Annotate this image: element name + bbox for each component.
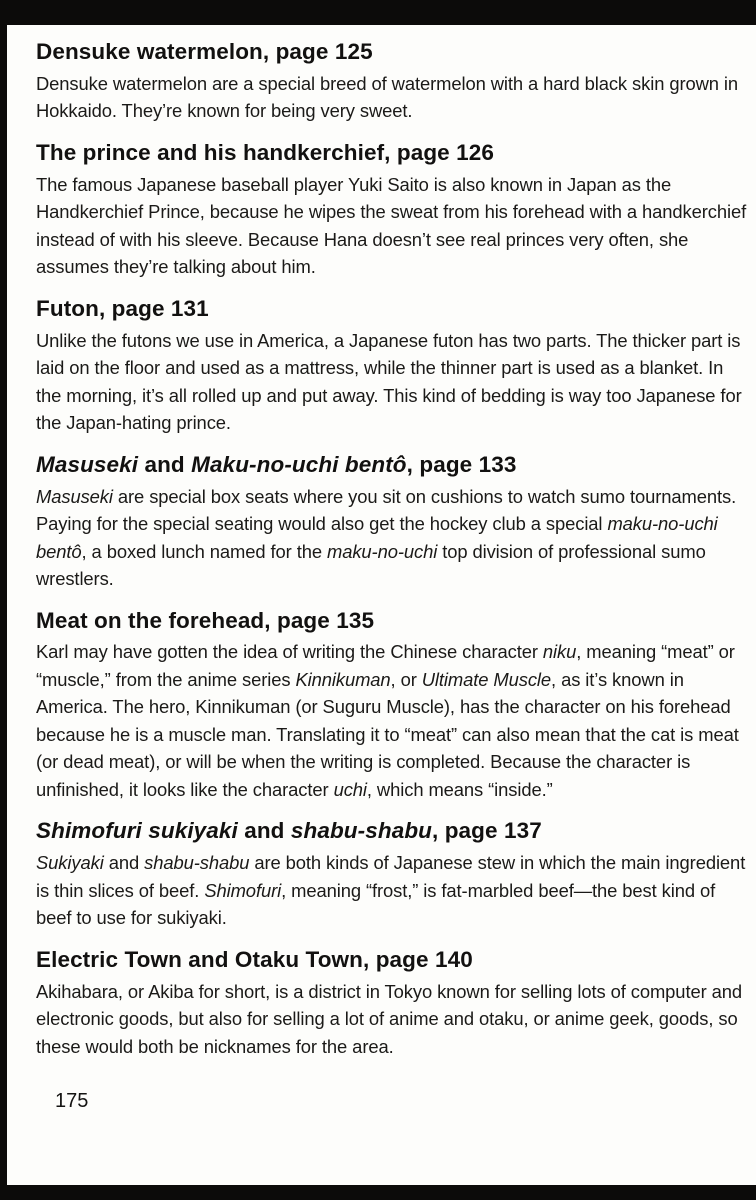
note-section-shimofuri bbox=[36, 818, 748, 931]
page-content bbox=[7, 25, 756, 1185]
note-section-futon bbox=[36, 296, 748, 437]
note-heading: Meat on the forehead, page 135 bbox=[36, 607, 375, 633]
note-body: Karl may have gotten the idea of writing the Chinese character niku, meaning “meat” or “muscle,” from the anime series Kinnikuman, or Ultimate Muscle, as it’s known in America. The hero, Kinnikuman (or Suguru Muscle), has the character on his forehead because he is a muscle man. Translating it to “meat” can also mean that the cat is meat (or dead meat), or will be when the writing is completed. Because the character is unfinished, it looks like the character uchi, which means “inside.” bbox=[36, 641, 739, 800]
note-heading: Electric Town and Otaku Town, page 140 bbox=[36, 946, 473, 972]
note-body: Densuke watermelon are a special breed of watermelon with a hard black skin grown in Hokkaido. They’re known for being very sweet. bbox=[36, 72, 739, 122]
note-section-meat-forehead bbox=[36, 608, 748, 804]
note-body: Sukiyaki and shabu-shabu are both kinds of Japanese stew in which the main ingredient is thin slices of beef. Shimofuri, meaning “frost,” is fat-marbled beef—the best kind of beef to use for sukiyaki. bbox=[36, 852, 746, 929]
note-body: The famous Japanese baseball player Yuki Saito is also known in Japan as the Handkerchief Prince, because he wipes the sweat from his forehead with a handkerchief instead of with his sleeve. Because Hana doesn’t see real princes very often, she assumes they’re talking about him. bbox=[36, 173, 747, 278]
note-section-masuseki bbox=[36, 452, 748, 593]
scan-edge-top bbox=[0, 0, 756, 25]
note-section-electric-town bbox=[36, 947, 748, 1060]
note-heading: Futon, page 131 bbox=[36, 295, 209, 321]
page-number: 175 bbox=[55, 1090, 89, 1113]
note-body: Masuseki are special box seats where you sit on cushions to watch sumo tournaments. Paying for the special seating would also get the hockey club a special maku-no-uchi bentô, a boxed lunch named for the maku-no-uchi top division of professional sumo wrestlers. bbox=[36, 485, 737, 589]
note-section-handkerchief bbox=[36, 140, 748, 281]
note-heading: Densuke watermelon, page 125 bbox=[36, 39, 373, 64]
note-heading: Masuseki and Maku-no-uchi bentô, page 133 bbox=[36, 451, 517, 477]
note-heading: Shimofuri sukiyaki and shabu-shabu, page 137 bbox=[36, 818, 542, 844]
scan-edge-left bbox=[0, 0, 7, 1200]
note-body: Akihabara, or Akiba for short, is a district in Tokyo known for selling lots of computer and electronic goods, but also for selling a lot of anime and otaku, or anime geek, goods, so these would both be nicknames for the area. bbox=[36, 980, 742, 1057]
note-body: Unlike the futons we use in America, a Japanese futon has two parts. The thicker part is laid on the floor and used as a mattress, while the thinner part is used as a blanket. In the morning, it’s all rolled up and put away. This kind of bedding is way too Japanese for the Japan-hating prince. bbox=[36, 329, 742, 434]
note-section-densuke bbox=[36, 39, 748, 125]
scan-edge-bottom bbox=[0, 1185, 756, 1200]
note-heading: The prince and his handkerchief, page 126 bbox=[36, 139, 494, 165]
